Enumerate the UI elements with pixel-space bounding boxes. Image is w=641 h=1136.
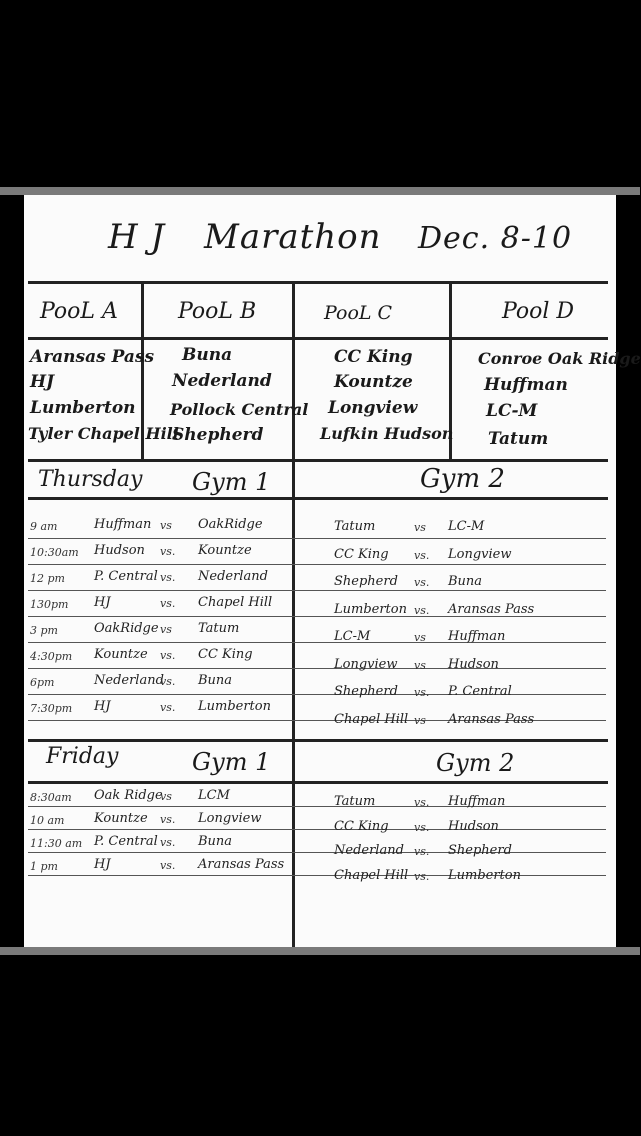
title-dates: Dec. 8-10	[418, 221, 573, 256]
pool-c-team: Lufkin Hudson	[320, 424, 454, 443]
friday-gym1-label: Gym 1	[192, 748, 271, 776]
row-divider	[28, 829, 606, 830]
row-divider	[28, 806, 606, 807]
row-divider	[28, 668, 606, 669]
match-vs: vs	[160, 790, 172, 803]
thursday-label: Thursday	[38, 467, 143, 492]
match-team-a: HJ	[94, 857, 111, 872]
match-vs: vs.	[414, 576, 430, 589]
match-time: 4:30pm	[30, 650, 73, 663]
top-gray-bar	[0, 187, 640, 195]
match-time: 12 pm	[30, 572, 65, 585]
pool-b-team: Nederland	[172, 371, 272, 391]
match-vs: vs.	[160, 597, 176, 610]
match-team-a: Hudson	[94, 543, 145, 558]
match-team-b: Aransas Pass	[448, 711, 535, 727]
match-team-b: Huffman	[448, 794, 506, 809]
match-team-a: Nederland	[94, 673, 164, 688]
match-vs: vs.	[160, 859, 176, 872]
match-team-b: Hudson	[448, 818, 499, 834]
pool-a-team: HJ	[30, 372, 55, 392]
match-team-a: P. Central	[94, 569, 158, 584]
match-team-b: Chapel Hill	[198, 595, 273, 610]
match-vs: vs	[414, 658, 426, 672]
pool-b-team: Pollock Central	[170, 400, 309, 419]
schedule-sheet	[24, 195, 641, 947]
match-time: 7:30pm	[30, 702, 73, 715]
title-left: H J	[108, 217, 166, 257]
match-vs: vs.	[414, 603, 430, 617]
match-team-b: LCM	[198, 788, 230, 803]
match-team-b: CC King	[198, 647, 253, 662]
match-vs: vs.	[414, 796, 430, 809]
match-team-a: Tatum	[334, 519, 376, 534]
match-team-b: Huffman	[448, 629, 506, 644]
title-main: Marathon	[204, 217, 382, 257]
match-team-a: Chapel Hill	[334, 867, 409, 883]
row-divider	[28, 538, 606, 539]
match-team-a: LC-M	[334, 629, 371, 644]
pool-c-header: PooL C	[324, 302, 393, 324]
match-vs: vs.	[160, 813, 176, 826]
match-vs: vs.	[160, 836, 176, 849]
row-divider	[28, 694, 606, 695]
match-time: 10:30am	[30, 546, 79, 559]
match-vs: vs	[160, 519, 172, 532]
pool-header-line	[28, 337, 608, 340]
match-team-b: P. Central	[448, 684, 512, 699]
friday-label: Friday	[46, 744, 119, 769]
match-team-a: Kountze	[94, 811, 148, 826]
match-time: 130pm	[30, 598, 69, 611]
friday-top-line	[28, 739, 608, 742]
thursday-gym2-label: Gym 2	[420, 464, 505, 494]
match-vs: vs	[160, 623, 172, 636]
match-team-a: OakRidge	[94, 621, 159, 636]
match-team-a: Shepherd	[334, 574, 398, 589]
match-team-b: Buna	[198, 834, 233, 849]
bottom-gray-bar	[0, 947, 640, 955]
match-team-a: Huffman	[94, 517, 152, 532]
pool-a-header: PooL A	[40, 299, 118, 324]
pool-a-team: Lumberton	[30, 398, 136, 418]
match-vs: vs.	[414, 845, 430, 858]
main-center-divider	[292, 281, 295, 947]
match-team-b: Nederland	[198, 569, 268, 584]
friday-header-line	[28, 781, 608, 784]
pool-b-team: Buna	[182, 345, 233, 365]
thursday-header-line	[28, 497, 608, 500]
match-team-a: Shepherd	[334, 684, 398, 699]
match-vs: vs.	[414, 686, 430, 699]
match-team-a: P. Central	[94, 834, 158, 849]
pool-top-line	[28, 281, 608, 284]
friday-gym2-label: Gym 2	[436, 749, 515, 777]
match-vs: vs.	[160, 571, 176, 584]
match-team-b: Shepherd	[448, 843, 512, 858]
match-team-b: Aransas Pass	[448, 601, 535, 617]
pool-c-team: Kountze	[334, 372, 413, 392]
match-team-a: Oak Ridge	[94, 788, 163, 803]
row-divider	[28, 590, 606, 591]
match-team-a: Lumberton	[334, 601, 407, 617]
match-team-a: Longview	[334, 656, 398, 672]
match-team-a: HJ	[94, 699, 111, 714]
thursday-gym1-label: Gym 1	[192, 468, 271, 496]
match-time: 10 am	[30, 814, 65, 827]
match-team-a: CC King	[334, 546, 389, 562]
match-team-a: CC King	[334, 818, 389, 834]
match-time: 11:30 am	[30, 837, 83, 850]
match-vs: vs	[414, 521, 426, 534]
match-team-b: OakRidge	[198, 517, 263, 532]
pool-bottom-line	[28, 459, 608, 462]
match-time: 8:30am	[30, 791, 72, 804]
pool-b-team: Shepherd	[172, 425, 264, 445]
match-team-a: Nederland	[334, 843, 404, 858]
match-team-b: Aransas Pass	[198, 857, 285, 872]
match-time: 9 am	[30, 520, 58, 533]
row-divider	[28, 642, 606, 643]
match-vs: vs.	[160, 701, 176, 714]
pool-a-team: Tyler Chapel Hill	[28, 424, 179, 443]
match-time: 6pm	[30, 676, 55, 689]
match-team-a: Kountze	[94, 647, 148, 662]
pool-d-team: Huffman	[484, 375, 568, 395]
match-team-b: LC-M	[448, 519, 485, 534]
match-vs: vs.	[160, 649, 176, 662]
match-team-b: Buna	[198, 673, 233, 688]
pool-c-team: CC King	[334, 347, 413, 367]
pool-c-team: Longview	[328, 398, 418, 418]
pool-d-team: LC-M	[486, 401, 538, 421]
match-vs: vs.	[160, 675, 176, 688]
match-team-b: Tatum	[198, 621, 240, 636]
match-vs: vs.	[414, 820, 430, 834]
match-team-b: Longview	[448, 546, 512, 562]
match-time: 3 pm	[30, 624, 58, 637]
row-divider	[28, 852, 606, 853]
match-team-b: Lumberton	[198, 699, 271, 714]
match-time: 1 pm	[30, 860, 58, 873]
pool-b-header: PooL B	[178, 299, 257, 324]
pool-a-team: Aransas Pass	[30, 347, 155, 367]
pool-d-team: Conroe Oak Ridge	[478, 349, 641, 368]
match-vs: vs	[414, 713, 426, 727]
match-team-b: Kountze	[198, 543, 252, 558]
match-team-a: Chapel Hill	[334, 711, 409, 727]
row-divider	[28, 564, 606, 565]
match-team-b: Longview	[198, 811, 262, 826]
pool-d-header: Pool D	[502, 299, 575, 324]
match-vs: vs	[414, 631, 426, 644]
match-team-b: Hudson	[448, 656, 499, 672]
match-vs: vs.	[414, 548, 430, 562]
match-vs: vs.	[414, 869, 430, 883]
match-team-b: Lumberton	[448, 867, 521, 883]
match-team-a: HJ	[94, 595, 111, 610]
match-team-a: Tatum	[334, 794, 376, 809]
pool-d-team: Tatum	[488, 429, 549, 449]
match-team-b: Buna	[448, 574, 483, 589]
match-vs: vs.	[160, 545, 176, 558]
